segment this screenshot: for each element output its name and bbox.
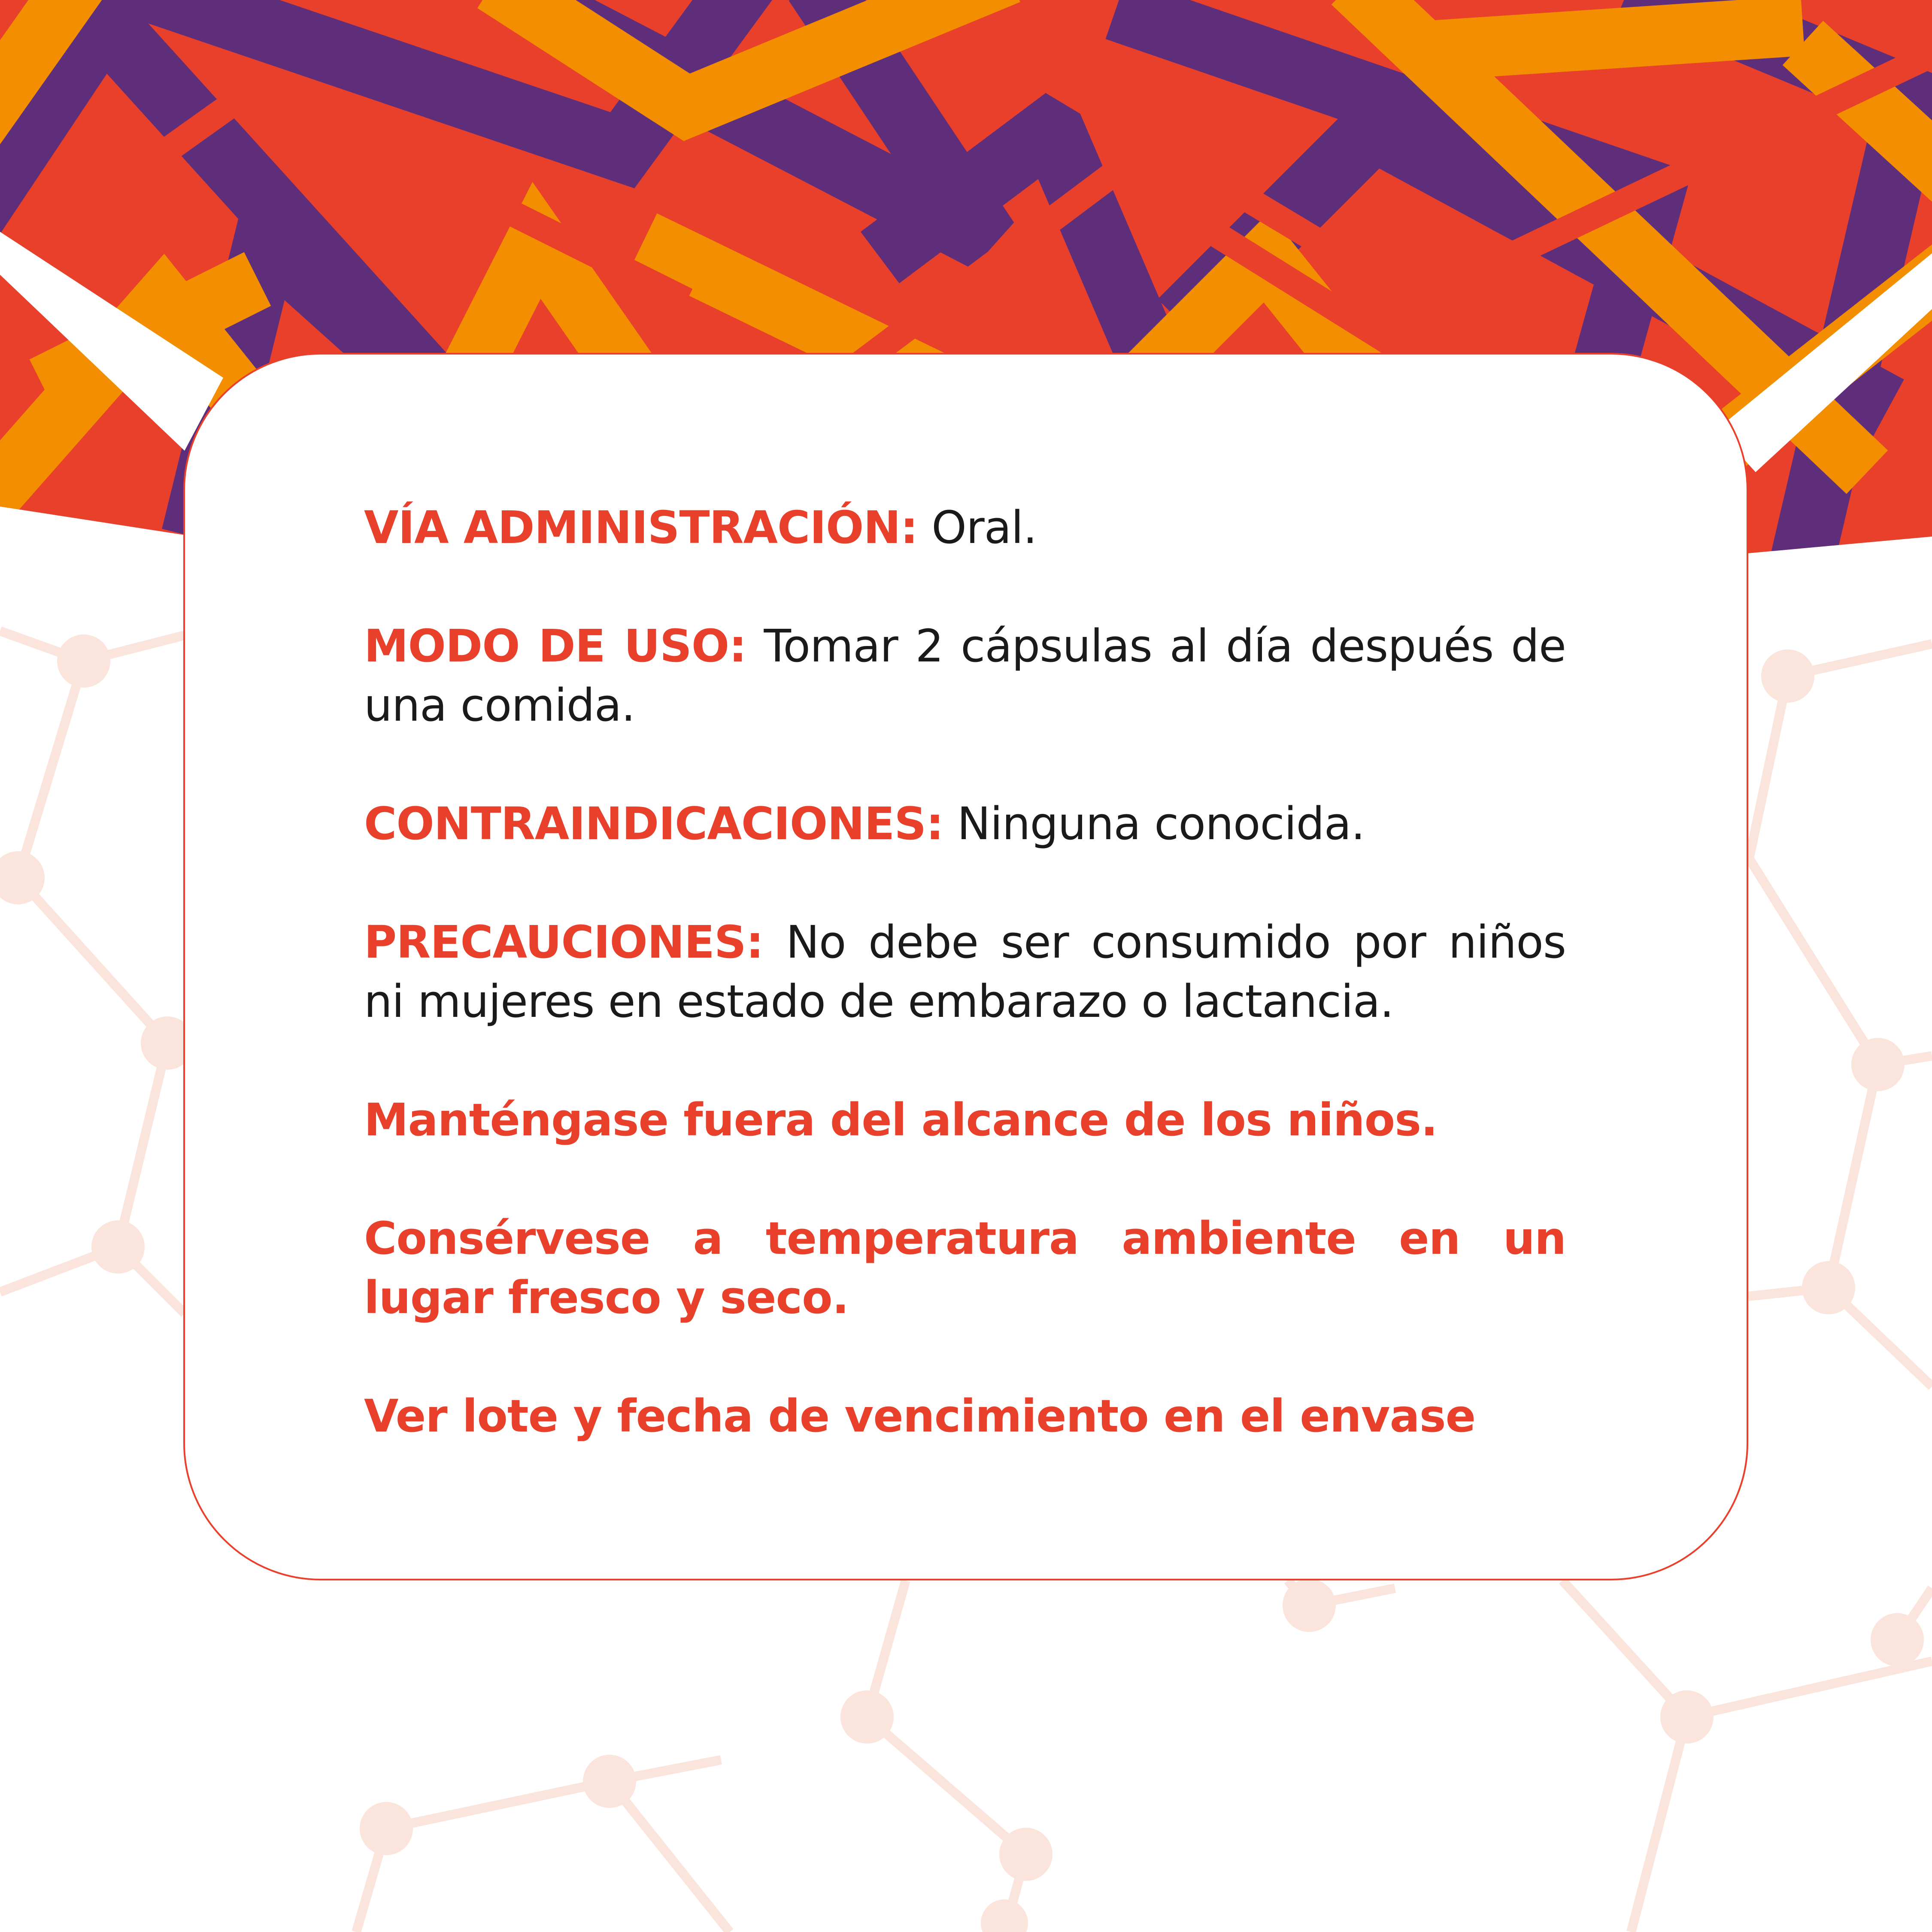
precauciones <box>364 913 1566 1031</box>
contra-label: CONTRAINDICACIONES: <box>364 798 943 850</box>
warning-conservacion: Consérvese a temperatura ambiente en un lugar fresco y seco. <box>364 1212 1566 1324</box>
via-label: VÍA ADMINISTRACIÓN: <box>364 501 918 554</box>
precauciones-label: PRECAUCIONES: <box>364 916 764 968</box>
warning-lote: Ver lote y fecha de vencimiento en el envase <box>364 1390 1476 1442</box>
precauciones-text: No debe ser consumido por niños ni mujeres en estado de embarazo o lactancia. <box>364 916 1566 1028</box>
card-content <box>364 498 1566 1505</box>
contra-text: Ninguna conocida. <box>957 798 1365 850</box>
via-text: Oral. <box>931 501 1037 554</box>
warning-alcance: Manténgase fuera del alcance de los niños. <box>364 1094 1438 1146</box>
modo-label: MODO DE USO: <box>364 620 746 672</box>
modo-text: Tomar 2 cápsulas al día después de una comida. <box>364 620 1566 731</box>
contraindicaciones <box>364 794 1566 853</box>
modo-de-uso <box>364 616 1566 735</box>
via-administracion <box>364 498 1566 557</box>
